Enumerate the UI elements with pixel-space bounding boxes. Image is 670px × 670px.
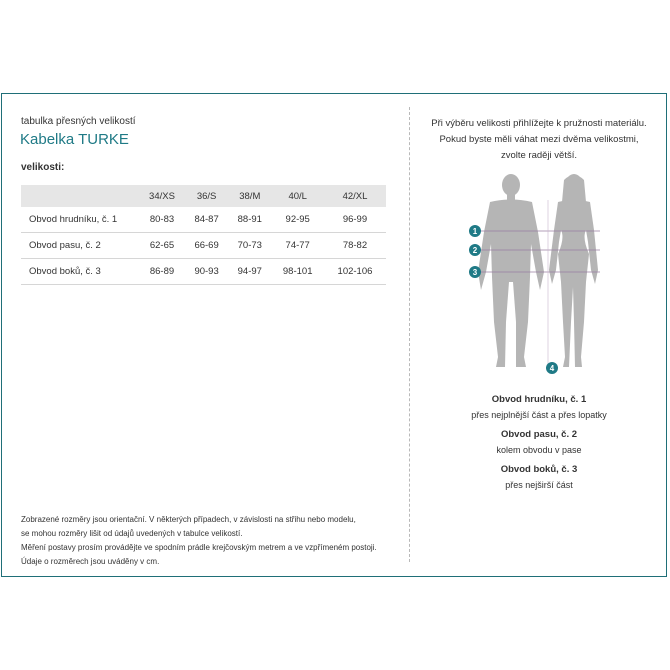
table-header-cell: 40/L: [271, 185, 324, 207]
measurement-chest: [410, 394, 668, 420]
footnote-line: se mohou rozměry lišit od údajů uvedených v tabulce velikostí.: [21, 529, 243, 538]
table-header-cell: 42/XL: [324, 185, 386, 207]
page-subtitle: tabulka přesných velikostí: [21, 116, 136, 127]
table-cell: 84-87: [185, 207, 228, 233]
body-measurement-figure: [460, 172, 605, 377]
table-header-row: [21, 185, 386, 207]
male-silhouette: [478, 174, 544, 367]
marker-1: [469, 225, 481, 237]
table-header-cell: [21, 185, 139, 207]
table-cell: 96-99: [324, 207, 386, 233]
advice-line: zvolte raději větší.: [500, 150, 578, 161]
table-cell: 62-65: [139, 233, 185, 259]
footnote: [21, 513, 377, 569]
marker-2-label: 2: [472, 246, 478, 255]
marker-2: [469, 244, 481, 256]
table-header-cell: 38/M: [228, 185, 271, 207]
measurement-waist: [410, 429, 668, 455]
table-cell: 86-89: [139, 259, 185, 285]
table-cell: 102-106: [324, 259, 386, 285]
table-row: [21, 207, 386, 233]
row-label: Obvod boků, č. 3: [21, 259, 139, 285]
advice-line: Při výběru velikosti přihlížejte k pružnosti materiálu.: [431, 118, 647, 129]
sizes-label: velikosti:: [21, 162, 65, 173]
measurement-hips: [410, 464, 668, 490]
measurement-title: Obvod pasu, č. 2: [500, 429, 578, 440]
table-cell: 92-95: [271, 207, 324, 233]
marker-1-label: 1: [472, 227, 478, 236]
table-cell: 88-91: [228, 207, 271, 233]
table-row: [21, 259, 386, 285]
row-label: Obvod pasu, č. 2: [21, 233, 139, 259]
footnote-line: Měření postavy prosím provádějte ve spodním prádle krejčovským metrem a ve vzpřímeném postoji.: [21, 543, 377, 552]
footnote-line: Zobrazené rozměry jsou orientační. V některých případech, v závislosti na střihu nebo modelu,: [21, 515, 356, 524]
page-title: Kabelka TURKE: [20, 131, 129, 148]
marker-4: [546, 362, 558, 374]
column-divider: [409, 107, 410, 562]
table-cell: 98-101: [271, 259, 324, 285]
row-label: Obvod hrudníku, č. 1: [21, 207, 139, 233]
table-row: [21, 233, 386, 259]
female-silhouette: [549, 174, 598, 367]
measurement-title: Obvod hrudníku, č. 1: [491, 394, 587, 405]
advice-text: [410, 116, 668, 164]
table-header-cell: 36/S: [185, 185, 228, 207]
size-table: [21, 185, 386, 285]
advice-line: Pokud byste měli váhat mezi dvěma velikostmi,: [439, 134, 639, 145]
table-cell: 66-69: [185, 233, 228, 259]
footnote-line: Údaje o rozměrech jsou uváděny v cm.: [21, 557, 160, 566]
measurement-title: Obvod boků, č. 3: [500, 464, 578, 475]
measurement-description: kolem obvodu v pase: [496, 445, 582, 455]
table-cell: 80-83: [139, 207, 185, 233]
table-cell: 74-77: [271, 233, 324, 259]
table-cell: 70-73: [228, 233, 271, 259]
measurement-description: přes nejplnější část a přes lopatky: [471, 410, 607, 420]
marker-4-label: 4: [549, 364, 555, 373]
table-header-cell: 34/XS: [139, 185, 185, 207]
table-cell: 90-93: [185, 259, 228, 285]
marker-3: [469, 266, 481, 278]
table-cell: 78-82: [324, 233, 386, 259]
measurement-description: přes nejširší část: [505, 480, 573, 490]
table-cell: 94-97: [228, 259, 271, 285]
marker-3-label: 3: [472, 268, 478, 277]
